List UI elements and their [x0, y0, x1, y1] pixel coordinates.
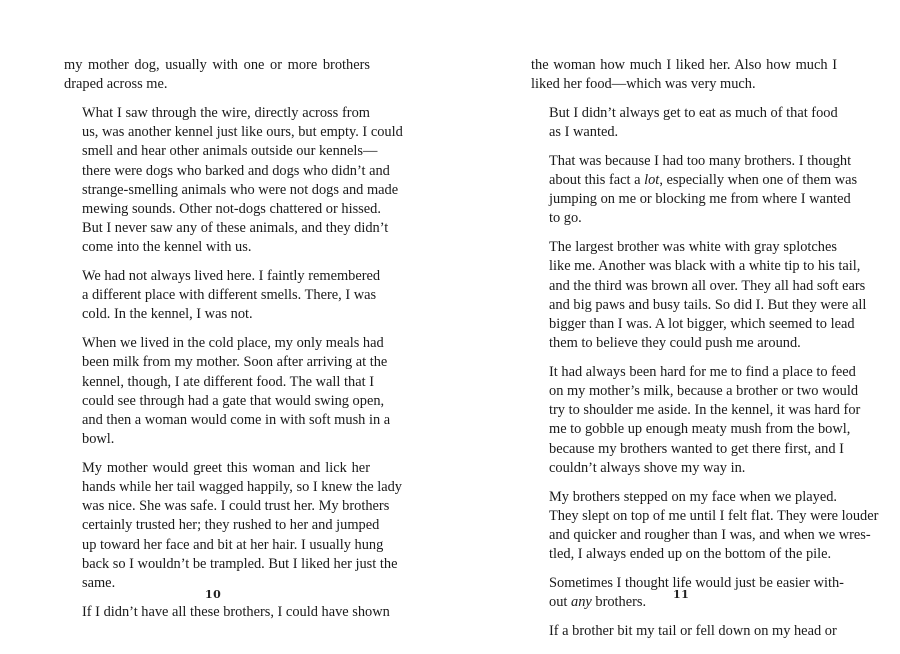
text-line: draped across me. [64, 76, 168, 93]
text-line: a different place with different smells. There, I was [82, 287, 377, 304]
text-line: out any brothers. [549, 594, 647, 611]
right-page-text [531, 56, 879, 641]
text-line: them to believe they could push me around. [549, 335, 801, 352]
text-line: and the third was brown all over. They all had soft ears [549, 277, 866, 294]
text-line: What I saw through the wire, directly across from [82, 104, 370, 121]
text-line: My mother would greet this woman and lick her [82, 459, 370, 476]
text-line: and then a woman would come in with soft mush in a [82, 411, 391, 428]
text-line: tled, I always ended up on the bottom of the pile. [549, 546, 832, 563]
text-line: mewing sounds. Other not-dogs chattered or hissed. [82, 200, 381, 217]
text-line: bigger than I was. A lot bigger, which seemed to lead [549, 315, 855, 332]
left-page-number: 10 [205, 588, 222, 601]
text-line: to go. [549, 210, 582, 227]
text-line: We had not always lived here. I faintly remembered [82, 268, 381, 285]
paragraph [531, 363, 861, 478]
text-line: come into the kennel with us. [82, 239, 252, 256]
text-line: and big paws and busy tails. So did I. But they were all [549, 296, 867, 313]
text-line: try to shoulder me aside. In the kennel, it was hard for [549, 402, 861, 419]
text-line: there were dogs who barked and dogs who didn’t and [82, 162, 390, 179]
text-line: as I wanted. [549, 124, 619, 141]
text-line: because my brothers wanted to get there first, and I [549, 440, 844, 457]
paragraph [531, 488, 879, 565]
text-line: cold. In the kennel, I was not. [82, 306, 253, 323]
text-line: was nice. She was safe. I could trust her. My brothers [82, 498, 390, 515]
text-line: certainly trusted her; they rushed to her and jumped [82, 517, 380, 534]
text-line: My brothers stepped on my face when we played. [549, 488, 837, 505]
text-line: me to gobble up enough meaty mush from the bowl, [549, 421, 851, 438]
left-page-text [64, 56, 403, 622]
text-line: about this fact a lot, especially when one of them was [549, 172, 858, 189]
text-line: and quicker and rougher than I was, and when we wres- [549, 526, 871, 543]
text-line: been milk from my mother. Soon after arriving at the [82, 354, 388, 371]
text-line: It had always been hard for me to find a place to feed [549, 363, 856, 380]
paragraph [64, 459, 402, 593]
paragraph [64, 334, 391, 449]
text-line: my mother dog, usually with one or more brothers [64, 57, 370, 73]
paragraph [531, 56, 837, 94]
text-line: When we lived in the cold place, my only meals had [82, 335, 384, 352]
text-line: same. [82, 575, 116, 592]
text-line: couldn’t always shove my way in. [549, 459, 746, 476]
text-line: But I never saw any of these animals, and they didn’t [82, 220, 389, 237]
paragraph [531, 238, 867, 353]
paragraph [531, 152, 858, 229]
text-line: jumping on me or blocking me from where I wanted [549, 191, 851, 208]
text-line: smell and hear other animals outside our kennels— [82, 143, 378, 160]
text-line: liked her food—which was very much. [531, 76, 756, 93]
text-line: the woman how much I liked her. Also how much I [531, 57, 837, 73]
paragraph [531, 104, 837, 142]
text-line: back so I wouldn’t be trampled. But I liked her just the [82, 555, 398, 572]
text-line: hands while her tail wagged happily, so I knew the lady [82, 479, 402, 496]
text-line: bowl. [82, 431, 115, 448]
text-line: kennel, though, I ate different food. The wall that I [82, 373, 374, 390]
text-line: strange-smelling animals who were not dogs and made [82, 181, 399, 198]
paragraph [64, 603, 390, 622]
text-line: They slept on top of me until I felt flat. They were louder [549, 507, 879, 524]
text-line: Sometimes I thought life would just be easier with- [549, 574, 844, 591]
paragraph [531, 622, 837, 641]
text-line: But I didn’t always get to eat as much of that food [549, 104, 838, 121]
text-line: on my mother’s milk, because a brother or two would [549, 383, 859, 400]
paragraph [64, 56, 370, 94]
paragraph [64, 267, 381, 325]
text-line: up toward her face and bit at her hair. I usually hung [82, 536, 384, 553]
text-line: could see through had a gate that would swing open, [82, 392, 385, 409]
text-line: That was because I had too many brothers. I thought [549, 152, 852, 169]
text-line: If a brother bit my tail or fell down on my head or [549, 622, 837, 639]
text-line: like me. Another was black with a white tip to his tail, [549, 258, 861, 275]
text-line: The largest brother was white with gray splotches [549, 239, 837, 256]
paragraph [64, 104, 403, 258]
right-page-number: 11 [673, 588, 690, 601]
text-line: us, was another kennel just like ours, but empty. I could [82, 124, 403, 141]
text-line: If I didn’t have all these brothers, I could have shown [82, 603, 390, 620]
